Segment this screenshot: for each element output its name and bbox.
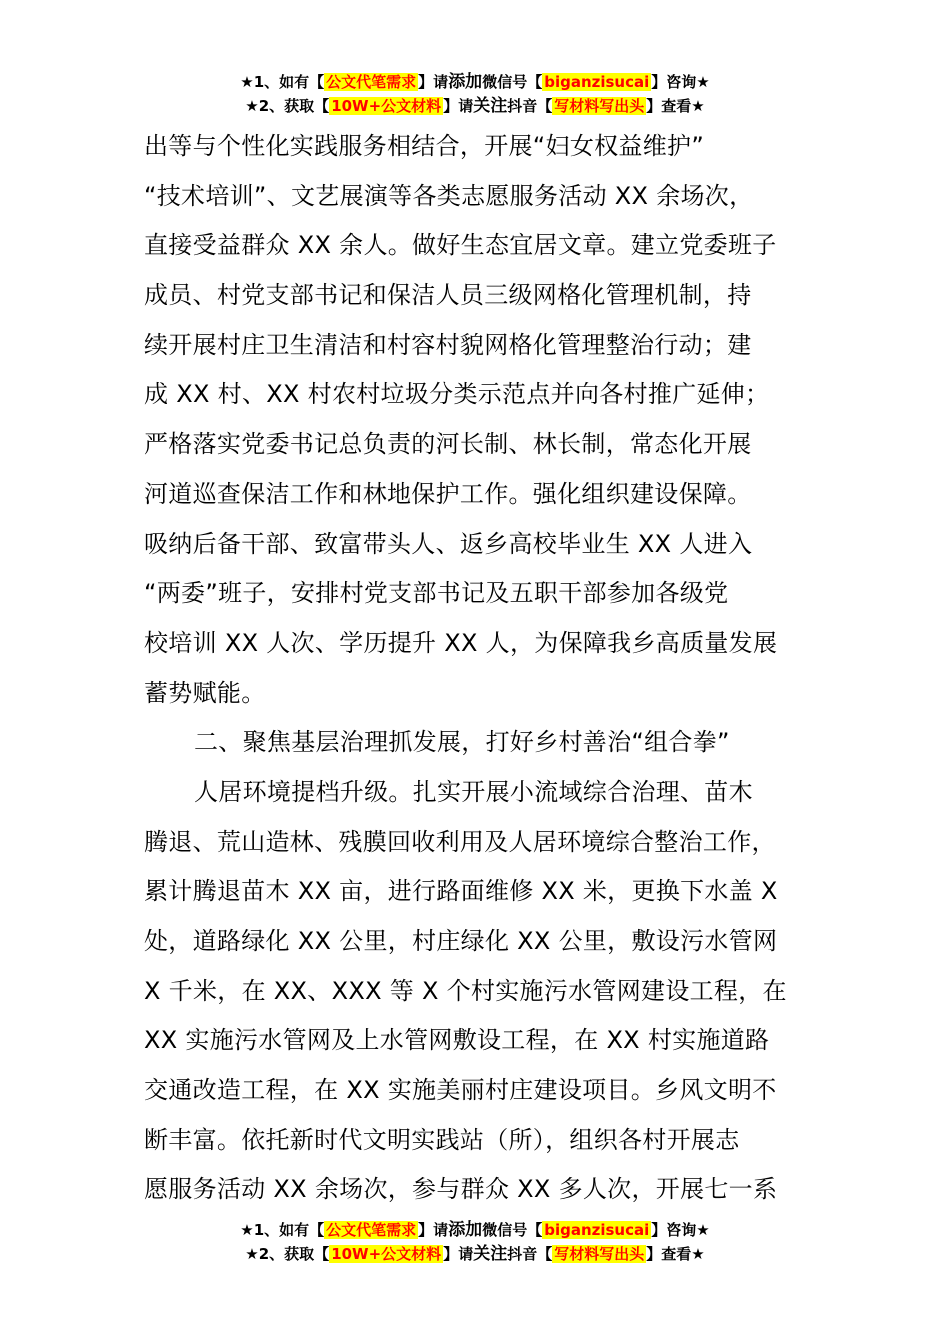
highlight-wechat-id: biganzisucai (544, 73, 650, 91)
text-line: XX 实施污水管网及上水管网敷设工程，在 XX 村实施道路 (144, 1026, 770, 1055)
section-heading: 二、聚焦基层治理抓发展，打好乡村善治“组合拳” (194, 728, 730, 757)
text-line: 断丰富。依托新时代文明实践站（所），组织各村开展志 (144, 1125, 740, 1154)
highlight-douyin: 写材料写出头 (554, 1245, 645, 1263)
text-line: 人居环境提档升级。扎实开展小流域综合治理、苗木 (194, 777, 753, 806)
text-line: 愿服务活动 XX 余场次，参与群众 XX 多人次，开展七一系 (144, 1175, 778, 1204)
watermark-line-2: ★2、获取【 10W+公文材料 】请关注抖音【 写材料写出头 】查看★ (245, 1244, 705, 1264)
watermark-line-1: ★1、如有【 公文代笔需求 】请添加微信号【 biganzisucai 】咨询★ (240, 72, 710, 92)
text-line: 处，道路绿化 XX 公里，村庄绿化 XX 公里，敷设污水管网 (144, 927, 778, 955)
text-line: “两委”班子，安排村党支部书记及五职干部参加各级党 (144, 579, 729, 608)
header-watermark (0, 70, 950, 118)
text-line: 腾退、荒山造林、残膜回收利用及人居环境综合整治工作， (144, 827, 776, 856)
text-line: 出等与个性化实践服务相结合，开展“妇女权益维护” (144, 132, 705, 160)
highlight-wechat-id: biganzisucai (544, 1221, 650, 1239)
text-line: 直接受益群众 XX 余人。做好生态宜居文章。建立党委班子 (144, 231, 777, 260)
text-line: 校培训 XX 人次、学历提升 XX 人，为保障我乡高质量发展 (144, 628, 778, 657)
text-line: 蓄势赋能。 (144, 678, 266, 707)
highlight-service: 公文代笔需求 (326, 1221, 417, 1239)
text-line: 交通改造工程，在 XX 实施美丽村庄建设项目。乡风文明不 (144, 1076, 777, 1105)
text-line: 吸纳后备干部、致富带头人、返乡高校毕业生 XX 人进入 (144, 529, 753, 558)
text-line: 累计腾退苗木 XX 亩，进行路面维修 XX 米，更换下水盖 X (144, 877, 778, 906)
highlight-service: 公文代笔需求 (326, 73, 417, 91)
text-line: 严格落实党委书记总负责的河长制、林长制，常态化开展 (144, 430, 752, 459)
footer-watermark (0, 1218, 950, 1266)
document-body (144, 122, 812, 1215)
watermark-line-1: ★1、如有【 公文代笔需求 】请添加微信号【 biganzisucai 】咨询★ (240, 1220, 710, 1240)
text-line: 成员、村党支部书记和保洁人员三级网格化管理机制，持 (144, 281, 752, 310)
text-line: 成 XX 村、XX 村农村垃圾分类示范点并向各村推广延伸； (144, 380, 770, 409)
text-line: X 千米，在 XX、XXX 等 X 个村实施污水管网建设工程，在 (144, 976, 787, 1005)
text-line: 续开展村庄卫生清洁和村容村貌网格化管理整治行动；建 (144, 330, 752, 359)
watermark-line-2: ★2、获取【 10W+公文材料 】请关注抖音【 写材料写出头 】查看★ (245, 96, 705, 116)
text-line: “技术培训”、文艺展演等各类志愿服务活动 XX 余场次， (144, 181, 754, 210)
highlight-douyin: 写材料写出头 (554, 97, 645, 115)
text-line: 河道巡查保洁工作和林地保护工作。强化组织建设保障。 (144, 479, 752, 508)
highlight-materials: 10W+公文材料 (331, 1245, 442, 1263)
highlight-materials: 10W+公文材料 (331, 97, 442, 115)
